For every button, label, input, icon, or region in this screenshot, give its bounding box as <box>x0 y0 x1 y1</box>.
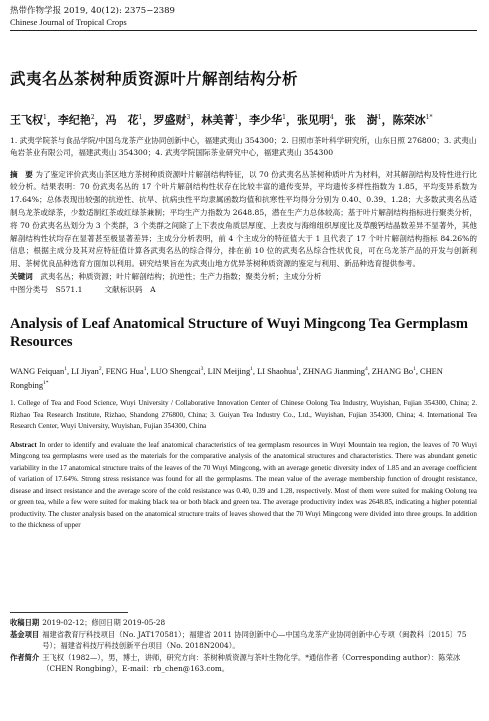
author-name: ZHANG Bo <box>371 366 414 376</box>
author-name: 罗盛财 <box>153 113 187 127</box>
author-affiliation-marker: 1 <box>143 365 147 372</box>
author-affiliation-marker: 1 <box>282 114 286 121</box>
author-name: 冯 花 <box>105 113 139 127</box>
author-affiliation-marker: 1 <box>234 114 239 121</box>
abstract-en-text: In order to identify and evaluate the leaf anatomical characteristics of tea germplasm resources in Wuyi Mountain tea region, the leaves of 70 Wuyi Mingcong tea germplasms were used as the materials for the comparative analysis of the anatomical structures and characteristics. There was abundant genetic variability in the 17 anatomical structure traits of the leaves of the 70 Wuyi Mingcong, with an average genetic diversity index of 1.85 and an average coefficient of variation of 17.64%. Strong stress resistance was found for all the germplasms. The mean value of the average membership function of drought resistance, disease and insect resistance and the average score of the cold resistance was 0.40, 0.39 and 1.28, respectively. Most of them were suited for making Oolong tea or green tea, while a few were suited for making black tea or both black and green tea. The average productivity index was 2648.85, indicating a higher potential productivity. The cluster analysis based on the anatomical structure traits of leaves showed that the 70 Wuyi Mingcong were divided into three groups. In addition to the thickness of upper <box>10 440 477 530</box>
author-name: 陈荣冰 <box>392 113 426 127</box>
author-affiliation-marker: 1 <box>64 365 67 372</box>
author-affiliation-marker: 1* <box>425 114 433 121</box>
abstract-cn-text: 为了鉴定评价武夷山茶区地方茶树种质资源叶片解剖结构特征，以 70 份武夷名丛茶树种质叶片为材料，对其解剖结构及特性进行比较分析。结果表明：70 份武夷名丛的 17 个叶片解剖结构性状存在比较丰富的遗传变异，平均遗传多样性指数为 1.85，平均变异系数为 17.64%；总体表现出较强的抗逆性、抗旱、抗病虫性平均隶属函数均值和抗寒性平均得分分别为 0.40、0.39、1.28；大多数武夷名丛适制乌龙茶或绿茶，少数适制红茶或红绿茶兼制；平均生产力指数为 2648.85，潜在生产力总体较高；基于叶片解剖结构指标进行聚类分析，将 70 份武夷名丛划分为 3 个类群，3 个类群之间除了上下表皮角质层厚度、上表皮与海绵组织厚度比及草酸钙结晶数差异不显著外，其他解剖结构性状均存在显著甚至极显著差异；主成分分析表明，前 4 个主成分的特征值大于 1 且代表了 17 个叶片解剖结构指标 84.26%的信息；根据主成分及其对应特征值计算各武夷名丛的综合得分，排在前 10 位的武夷名丛综合性状优良，可在乌龙茶产品的开发与创新利用、茶树优良品种选育方面加以利用。研究结果旨在为武夷山地方优异茶树种质资源的鉴定与利用、新品种选育提供参考。 <box>10 169 478 269</box>
footnote-label: 收稿日期 <box>10 618 40 627</box>
author-name: 张 澍 <box>344 113 378 127</box>
author-affiliation-marker: 1 <box>43 114 47 121</box>
author-name: WANG Feiquan <box>10 366 65 376</box>
author-affiliation-marker: 3 <box>186 114 191 121</box>
footnote-label: 基金项目 <box>10 629 40 639</box>
classification-cn <box>10 284 477 297</box>
footnote-item <box>10 652 477 675</box>
author-name: LIN Meijing <box>207 366 251 376</box>
author-name: 王飞权 <box>10 113 43 127</box>
author-name: LI Shaohua <box>257 366 296 376</box>
doc-code: 文献标识码 A <box>104 284 156 294</box>
footnote-text: 福建省教育厅科技项目（No. JAT170581）；福建省 2011 协同创新中心—中国乌龙茶产业协同创新中心专项（闽教科〔2015〕75 号）；福建省科技厅科技创新平台项目（No. 2018N2004）。 <box>42 629 467 650</box>
author-name: LI Jiyan <box>71 366 99 376</box>
author-name: LUO Shengcai <box>150 366 201 376</box>
author-affiliation-marker: 4 <box>329 114 334 121</box>
footnote-label: 作者简介 <box>10 652 40 662</box>
clc-number: 中图分类号 S571.1 <box>10 284 83 294</box>
authors-cn: 王飞权$^1$，李纪艳$^2$，冯 花$^1$，罗盛财$^3$，林美菁$^1$，李少华$^1$，张见明$^4$，张 澍$^1$，陈荣冰$^{1*}$ <box>10 113 433 127</box>
author-name: CHEN Rongbing <box>10 366 443 391</box>
author-affiliation-marker: 4 <box>364 365 368 372</box>
author-name: FENG Hua <box>105 366 144 376</box>
abstract-cn-label: 摘 要 <box>10 169 33 179</box>
abstract-cn <box>10 169 477 271</box>
keywords-cn <box>10 271 477 284</box>
title-cn: 武夷名丛茶树种质资源叶片解剖结构分析 <box>10 69 299 88</box>
footnotes <box>10 617 477 675</box>
journal-header-cn: 热带作物学报 2019, 40(12): 2375−2389 <box>10 6 175 16</box>
author-name: 李纪艳 <box>57 113 91 127</box>
author-affiliation-marker: 1 <box>250 365 253 372</box>
author-affiliation-marker: 1 <box>377 114 382 121</box>
author-affiliation-marker: 1 <box>295 365 299 372</box>
author-affiliation-marker: 3 <box>200 365 204 372</box>
author-name: 张见明 <box>296 113 330 127</box>
footnote-text: 2019-02-12；修回日期 2019-05-28 <box>42 618 166 627</box>
author-name: 林美菁 <box>201 113 235 127</box>
footnote-item <box>10 617 477 629</box>
authors-en: WANG Feiquan$^1$, LI Jiyan$^2$, FENG Hua$^1$, LUO Shengcai$^3$, LIN Meijing$^1$, LI Shaohua$^1$, ZHNAG Jianming$^4$, ZHANG Bo$^1$, CHEN Rongbing$^{1*}$ <box>10 365 443 391</box>
author-affiliation-marker: 2 <box>98 365 102 372</box>
affiliations-cn: 1. 武夷学院茶与食品学院/中国乌龙茶产业协同创新中心，福建武夷山 354300；2. 日照市茶叶科学研究所，山东日照 276800；3. 武夷山龟岩茶业有限公司，福建武夷山 354300；4. 武夷学院国际茶业研究中心，福建武夷山 354300 <box>10 135 477 157</box>
author-name: ZHNAG Jianming <box>302 366 365 376</box>
footnote-text: 王飞权（1982—），男，博士，讲师，研究方向：茶树种质资源与茶叶生物化学。*通信作者（Corresponding author）：陈荣冰（CHEN Rongbing），E-mail：rb_chen@163.com。 <box>42 652 461 673</box>
abstract-en-label: Abstract <box>10 440 37 449</box>
author-affiliation-marker: 1 <box>138 114 143 121</box>
author-affiliation-marker: 1 <box>413 365 416 372</box>
journal-header-en: Chinese Journal of Tropical Crops <box>10 17 127 27</box>
author-affiliation-marker: 1* <box>43 380 49 387</box>
title-en: Analysis of Leaf Anatomical Structure of Wuyi Mingcong Tea Germplasm Resources <box>10 315 468 350</box>
keywords-cn-text: 武夷名丛；种质资源；叶片解剖结构；抗逆性；生产力指数；聚类分析；主成分分析 <box>40 272 322 282</box>
footnote-item <box>10 629 477 652</box>
keywords-cn-label: 关键词 <box>10 272 33 282</box>
author-affiliation-marker: 2 <box>90 114 95 121</box>
header-rule <box>10 30 477 31</box>
footnote-rule <box>10 612 128 613</box>
author-name: 李少华 <box>249 113 283 127</box>
abstract-en <box>10 440 477 532</box>
affiliations-en: 1. College of Tea and Food Science, Wuyi University / Collaborative Innovation Center of Chinese Oolong Tea Industry, Wuyishan, Fujian 354300, China; 2. Rizhao Tea Research Institute, Rizhao, Shandong 276800, China; 3. Guiyan Tea Industry Co., Ltd., Wuyishan, Fujian 354300, China; 4. International Tea Research Center, Wuyi University, Wuyishan, Fujian 354300, China <box>10 399 477 431</box>
